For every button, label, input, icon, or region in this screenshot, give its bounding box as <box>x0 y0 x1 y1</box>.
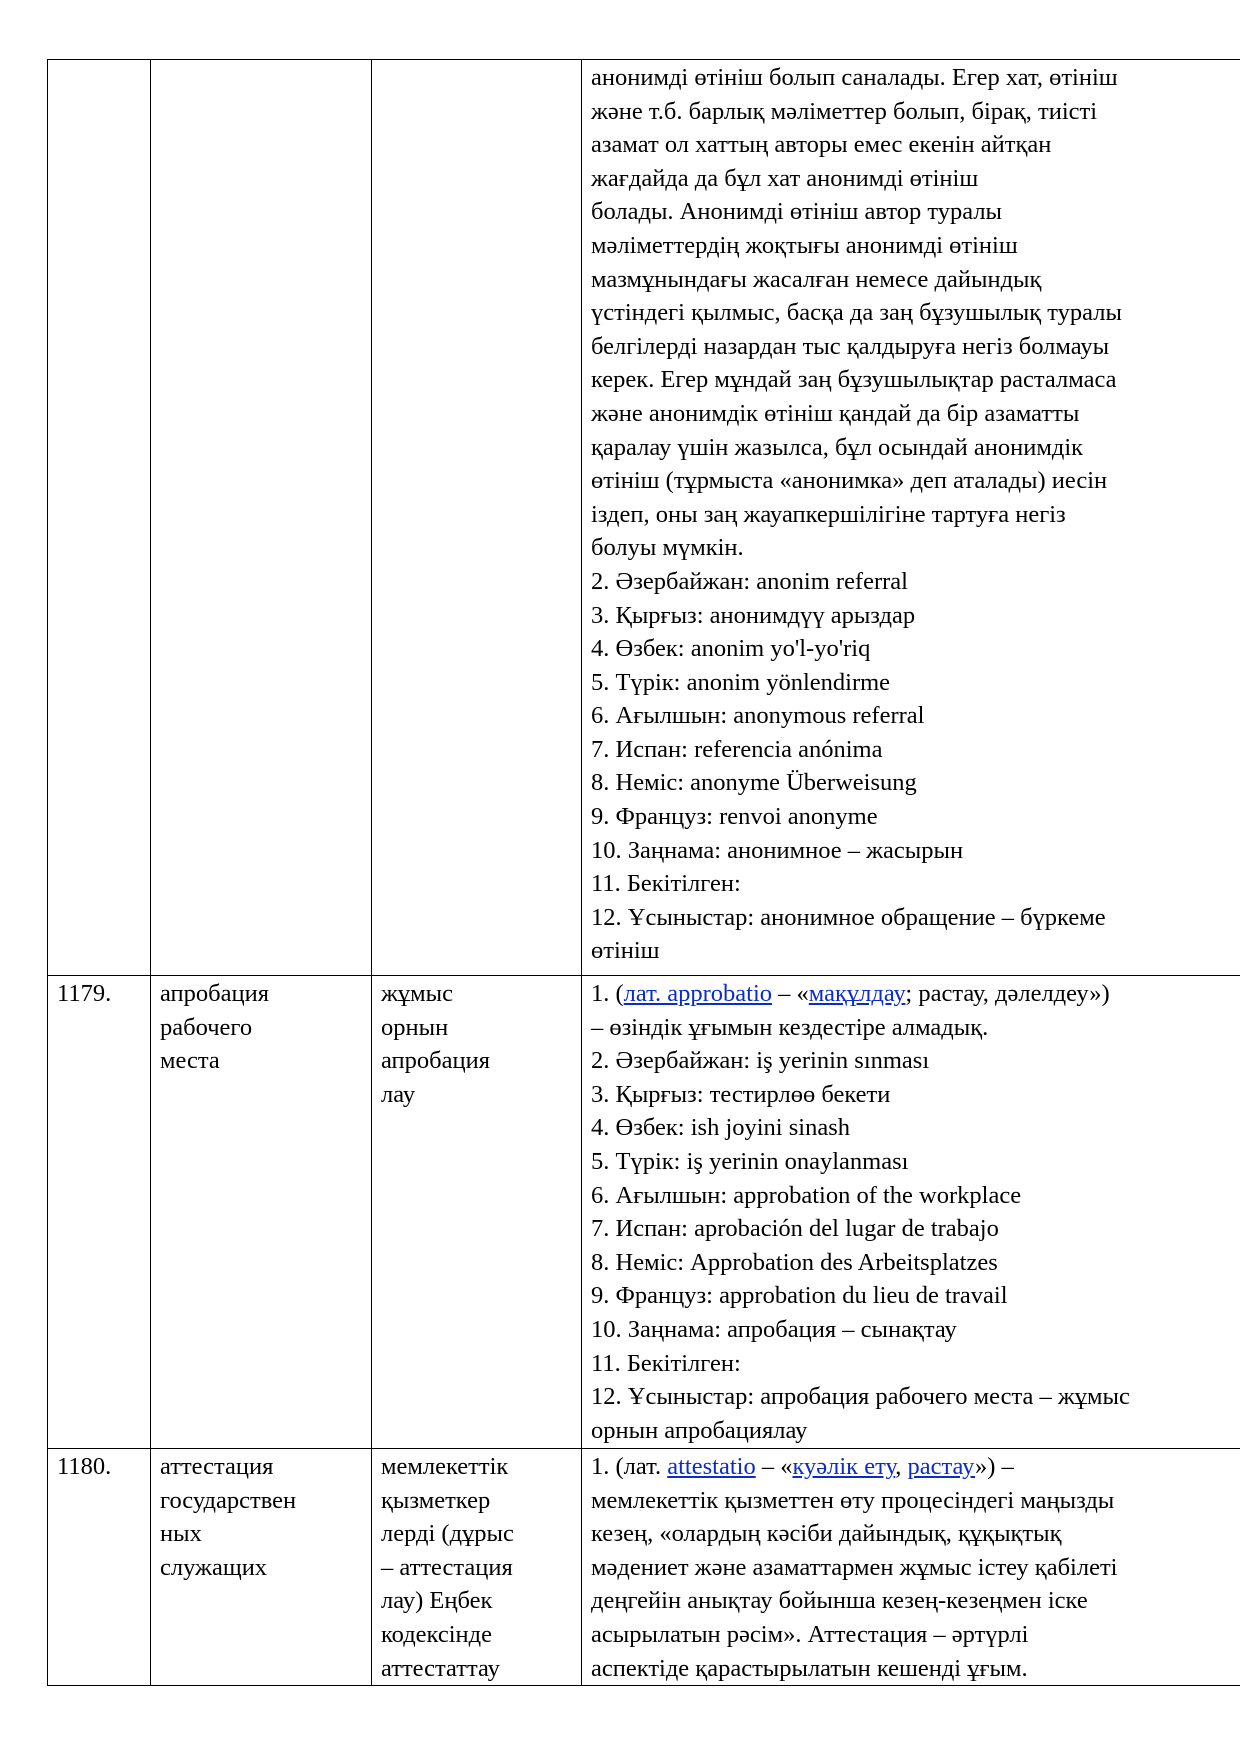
description-line: өтініш (тұрмыста «анонимка» деп аталады) иесін <box>591 467 1108 495</box>
kazakh-term-line: аттестаттау <box>381 1654 500 1682</box>
description-line: асырылатын рәсім». Аттестация – әртүрлі <box>591 1620 1029 1648</box>
latin-term-link[interactable]: лат. approbatio <box>623 980 773 1007</box>
russian-term-cell <box>151 1449 372 1686</box>
kazakh-term-line: лерді (дұрыс <box>381 1520 514 1548</box>
table-row-1179 <box>48 976 1240 1449</box>
etymology-suffix: ; растау, дәлелдеу») <box>905 980 1110 1007</box>
russian-term-line: апробация <box>160 980 269 1007</box>
entry-number-cell: 1179. <box>48 976 151 1449</box>
kazakh-term-line: жұмыс <box>381 980 454 1007</box>
translation-line: 2. Әзербайжан: iş yerinin sınması <box>591 1047 930 1075</box>
latin-term-link[interactable]: attestatio <box>667 1453 756 1480</box>
description-line: азамат ол хаттың авторы емес екенін айтқан <box>591 131 1052 159</box>
description-line: кезең, «олардың кәсіби дайындық, құқықтық <box>591 1520 1062 1548</box>
description-line: анонимді өтініш болып саналады. Егер хат, өтініш <box>591 64 1118 91</box>
etymology-suffix: ») – <box>975 1453 1014 1480</box>
meaning-link[interactable]: мақұлдау <box>808 980 906 1007</box>
russian-term-line: служащих <box>160 1553 268 1581</box>
kazakh-term-line: орнын <box>381 1013 449 1041</box>
description-line: іздеп, оны заң жауапкершілігіне тартуға негіз <box>591 500 1066 528</box>
kazakh-term-line: апробация <box>381 1047 490 1075</box>
table-row-continued <box>48 60 1240 976</box>
description-line: болуы мүмкін. <box>591 534 744 562</box>
translation-line: 2. Әзербайжан: anonim referral <box>591 567 908 595</box>
entry-number-cell: 1180. <box>48 1449 151 1686</box>
translation-line: 7. Испан: referencia anónima <box>591 735 883 763</box>
description-cell <box>582 976 1240 1449</box>
kazakh-term-line: қызметкер <box>381 1486 491 1514</box>
suggestions-line: орнын апробациялау <box>591 1416 808 1444</box>
approved-line: 11. Бекітілген: <box>591 1349 741 1377</box>
kazakh-term-cell <box>372 1449 582 1686</box>
description-line: болады. Анонимді өтініш автор туралы <box>591 198 1003 226</box>
translation-line: 4. Өзбек: ish joyini sinash <box>591 1114 850 1142</box>
kazakh-term-line: лау <box>381 1080 416 1108</box>
etymology-line <box>591 977 1240 1011</box>
description-line: деңгейін анықтау бойынша кезең-кезеңмен іске <box>591 1587 1088 1615</box>
description-line: қаралау үшін жазылса, бұл осындай анонимдік <box>591 433 1084 461</box>
dictionary-table <box>47 59 1240 1686</box>
translation-line: 9. Француз: approbation du lieu de travail <box>591 1282 1008 1310</box>
suggestions-line: өтініш <box>591 937 660 965</box>
translation-line: 5. Түрік: iş yerinin onaylanması <box>591 1147 909 1175</box>
etymology-separator: , <box>895 1453 908 1480</box>
translation-line: 6. Ағылшын: approbation of the workplace <box>591 1181 1022 1209</box>
description-line: мемлекеттік қызметтен өту процесіндегі маңызды <box>591 1486 1115 1514</box>
description-line: мәдениет және азаматтармен жұмыс істеу қабілеті <box>591 1553 1118 1581</box>
kazakh-term-line: – аттестация <box>381 1553 513 1581</box>
translation-line: 8. Неміс: anonyme Überweisung <box>591 769 917 797</box>
description-line: және т.б. барлық мәліметтер болып, бірақ, тиісті <box>591 97 1098 125</box>
kazakh-term-line: кодексінде <box>381 1620 492 1648</box>
russian-term-line: рабочего <box>160 1013 253 1041</box>
description-line: және анонимдік өтініш қандай да бір азаматты <box>591 399 1080 427</box>
etymology-mid: – « <box>772 980 809 1007</box>
description-line: керек. Егер мұндай заң бұзушылықтар расталмаса <box>591 366 1117 394</box>
translation-line: 5. Түрік: anonim yönlendirme <box>591 668 891 696</box>
etymology-mid: – « <box>755 1453 793 1480</box>
etymology-prefix: 1. ( <box>591 980 624 1007</box>
legislation-line: 10. Заңнама: апробация – сынақтау <box>591 1315 957 1343</box>
description-line: – өзіндік ұғымын кездестіре алмадық. <box>591 1013 989 1041</box>
russian-term-cell <box>151 976 372 1449</box>
legislation-line: 10. Заңнама: анонимное – жасырын <box>591 836 964 864</box>
translation-line: 3. Қырғыз: анонимдүү арыздар <box>591 601 916 629</box>
translation-line: 8. Неміс: Approbation des Arbeitsplatzes <box>591 1248 998 1276</box>
russian-term-line: государствен <box>160 1486 297 1514</box>
translation-line: 6. Ағылшын: anonymous referral <box>591 702 925 730</box>
description-line: аспектіде қарастырылатын кешенді ұғым. <box>591 1654 1028 1682</box>
description-cell <box>582 1449 1240 1686</box>
russian-term-cell <box>151 60 372 976</box>
russian-term-line: аттестация <box>160 1453 274 1480</box>
kazakh-term-line: лау) Еңбек <box>381 1587 493 1615</box>
meaning-link[interactable]: куәлік ету <box>792 1453 896 1480</box>
description-line: белгілерді назардан тыс қалдыруға негіз болмауы <box>591 332 1110 360</box>
translation-line: 7. Испан: aprobación del lugar de trabajo <box>591 1215 999 1243</box>
kazakh-term-cell <box>372 976 582 1449</box>
kazakh-term-cell <box>372 60 582 976</box>
description-line: мазмұнындағы жасалған немесе дайындық <box>591 265 1042 293</box>
document-page <box>47 59 1240 1686</box>
suggestions-line: 12. Ұсыныстар: анонимное обращение – бүркеме <box>591 903 1106 931</box>
etymology-prefix: 1. (лат. <box>591 1453 668 1480</box>
meaning-link-2[interactable]: растау <box>907 1453 976 1480</box>
approved-line: 11. Бекітілген: <box>591 870 741 898</box>
entry-number-cell <box>48 60 151 976</box>
table-row-1180 <box>48 1449 1240 1686</box>
russian-term-line: места <box>160 1047 220 1075</box>
translation-line: 9. Француз: renvoi anonyme <box>591 803 878 831</box>
description-cell <box>582 60 1240 976</box>
translation-line: 3. Қырғыз: тестирлөө бекети <box>591 1080 891 1108</box>
description-line: жағдайда да бұл хат анонимді өтініш <box>591 164 979 192</box>
description-line: мәліметтердің жоқтығы анонимді өтініш <box>591 231 1018 259</box>
translation-line: 4. Өзбек: anonim yo'l-yo'riq <box>591 635 871 663</box>
russian-term-line: ных <box>160 1520 202 1548</box>
suggestions-line: 12. Ұсыныстар: апробация рабочего места – жұмыс <box>591 1383 1130 1411</box>
kazakh-term-line: мемлекеттік <box>381 1453 509 1480</box>
etymology-line <box>591 1450 1240 1484</box>
description-line: үстіндегі қылмыс, басқа да заң бұзушылық туралы <box>591 299 1122 327</box>
